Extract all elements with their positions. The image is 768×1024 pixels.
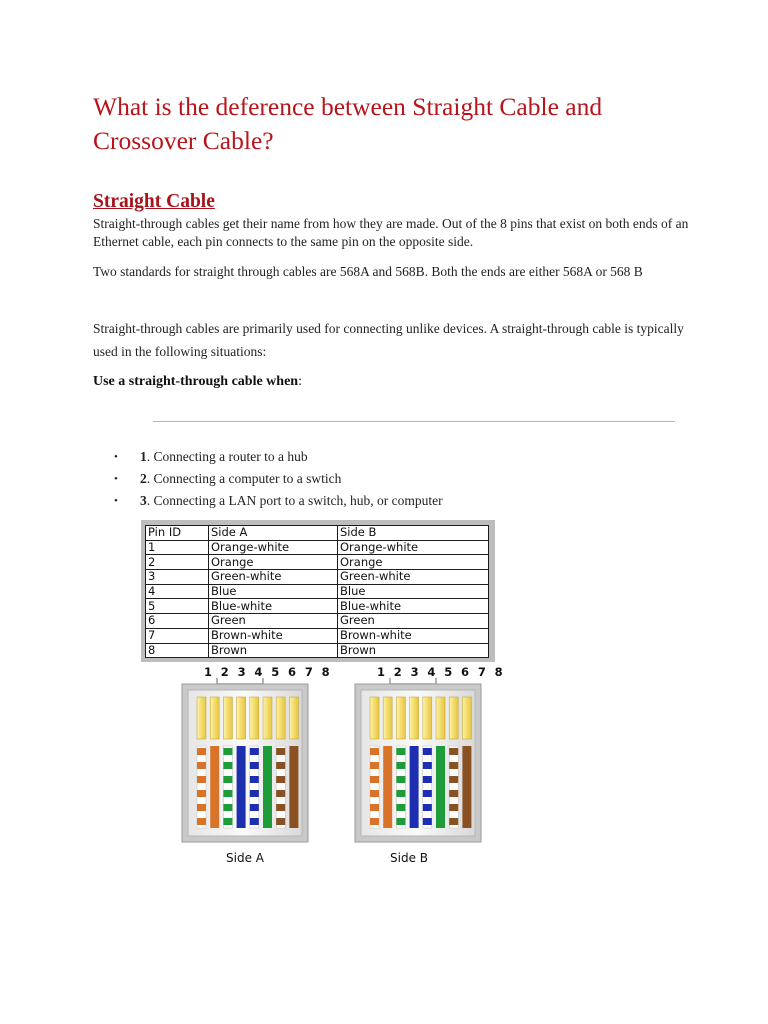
wire-brown-white bbox=[276, 746, 285, 828]
wire-stripe bbox=[423, 818, 432, 825]
wire-stripe bbox=[276, 776, 285, 783]
use-cases-heading-colon: : bbox=[298, 374, 302, 389]
wire-stripe bbox=[449, 790, 458, 797]
table-header-cell: Side A bbox=[209, 526, 338, 541]
wire-stripe bbox=[250, 762, 259, 769]
wire-brown-white bbox=[449, 746, 458, 828]
wire-green bbox=[263, 746, 272, 828]
pin-contact bbox=[370, 697, 379, 739]
table-cell: 5 bbox=[146, 599, 209, 614]
wire-stripe bbox=[250, 748, 259, 755]
wire-stripe bbox=[396, 776, 405, 783]
list-item-text: . Connecting a computer to a swtich bbox=[146, 471, 342, 486]
list-item-number: 1 bbox=[140, 449, 147, 464]
table-cell: 4 bbox=[146, 584, 209, 599]
side-b-label: Side B bbox=[390, 851, 428, 865]
wire-stripe bbox=[223, 790, 232, 797]
table-cell: Orange bbox=[209, 555, 338, 570]
table-cell: 1 bbox=[146, 540, 209, 555]
wire-stripe bbox=[250, 776, 259, 783]
table-cell: Brown bbox=[338, 643, 489, 658]
table-cell: Blue-white bbox=[338, 599, 489, 614]
wire-blue bbox=[410, 746, 419, 828]
wire-brown bbox=[462, 746, 471, 828]
table-row bbox=[146, 614, 489, 629]
table-cell: 8 bbox=[146, 643, 209, 658]
table-header-cell: Side B bbox=[338, 526, 489, 541]
wire-brown bbox=[289, 746, 298, 828]
wire-stripe bbox=[276, 818, 285, 825]
table-cell: Green bbox=[338, 614, 489, 629]
wire-stripe bbox=[223, 804, 232, 811]
section-heading-straight-cable: Straight Cable bbox=[93, 191, 215, 212]
table-row bbox=[146, 643, 489, 658]
table-cell: Brown-white bbox=[209, 628, 338, 643]
wire-stripe bbox=[396, 818, 405, 825]
pin-contact bbox=[449, 697, 458, 739]
side-a-label: Side A bbox=[226, 851, 264, 865]
pin-contact bbox=[396, 697, 405, 739]
table-cell: Orange bbox=[338, 555, 489, 570]
pin-contact bbox=[423, 697, 432, 739]
wire-stripe bbox=[276, 748, 285, 755]
table-cell: Orange-white bbox=[209, 540, 338, 555]
wire-stripe bbox=[396, 748, 405, 755]
wire-stripe bbox=[223, 748, 232, 755]
wire-green bbox=[436, 746, 445, 828]
paragraph-definition: Straight-through cables get their name from how they are made. Out of the 8 pins that exist on both ends of an Ethernet cable, each pin connects to the same pin on the opposite side. bbox=[93, 216, 689, 249]
pin-contact bbox=[383, 697, 392, 739]
wire-stripe bbox=[449, 762, 458, 769]
wire-stripe bbox=[396, 790, 405, 797]
wire-stripe bbox=[449, 804, 458, 811]
table-cell: Blue-white bbox=[209, 599, 338, 614]
wire-stripe bbox=[396, 762, 405, 769]
wire-stripe bbox=[370, 790, 379, 797]
wire-blue-white bbox=[423, 746, 432, 828]
wire-stripe bbox=[197, 748, 206, 755]
table-cell: Blue bbox=[209, 584, 338, 599]
table-cell: Brown bbox=[209, 643, 338, 658]
wire-stripe bbox=[197, 790, 206, 797]
wire-stripe bbox=[449, 776, 458, 783]
wire-stripe bbox=[223, 762, 232, 769]
table-row bbox=[146, 628, 489, 643]
pin-contact bbox=[197, 697, 206, 739]
wire-stripe bbox=[423, 776, 432, 783]
wire-stripe bbox=[250, 818, 259, 825]
connector-side-b bbox=[355, 665, 505, 865]
pin-contact bbox=[223, 697, 232, 739]
table-cell: 6 bbox=[146, 614, 209, 629]
wire-orange-white bbox=[370, 746, 379, 828]
wire-stripe bbox=[449, 748, 458, 755]
wire-stripe bbox=[223, 776, 232, 783]
pin-numbers-label: 1 2 3 4 5 6 7 8 bbox=[377, 665, 506, 679]
page-title: What is the deference between Straight Cable and Crossover Cable? bbox=[93, 92, 603, 155]
wire-stripe bbox=[423, 790, 432, 797]
pin-contact bbox=[210, 697, 219, 739]
table-cell: 2 bbox=[146, 555, 209, 570]
pin-contact bbox=[462, 697, 471, 739]
wire-stripe bbox=[396, 804, 405, 811]
list-item bbox=[0, 470, 443, 492]
wire-stripe bbox=[370, 776, 379, 783]
table-header-cell: Pin ID bbox=[146, 526, 209, 541]
pin-contact bbox=[289, 697, 298, 739]
wire-stripe bbox=[197, 818, 206, 825]
paragraph-standards: Two standards for straight through cables are 568A and 568B. Both the ends are either 568A or 568 B bbox=[93, 264, 643, 279]
wire-stripe bbox=[423, 804, 432, 811]
bullet-icon: • bbox=[114, 495, 118, 507]
table-cell: Blue bbox=[338, 584, 489, 599]
pin-contact bbox=[436, 697, 445, 739]
table-cell: Green-white bbox=[338, 570, 489, 585]
wire-stripe bbox=[449, 818, 458, 825]
table-cell: Orange-white bbox=[338, 540, 489, 555]
table-cell: 7 bbox=[146, 628, 209, 643]
wire-stripe bbox=[423, 748, 432, 755]
wire-stripe bbox=[197, 804, 206, 811]
list-item-text: . Connecting a router to a hub bbox=[146, 449, 308, 464]
table-row bbox=[146, 570, 489, 585]
wire-stripe bbox=[276, 804, 285, 811]
use-cases-heading-text: Use a straight-through cable when bbox=[93, 374, 299, 389]
wire-stripe bbox=[197, 762, 206, 769]
table-cell: Green bbox=[209, 614, 338, 629]
table-row bbox=[146, 555, 489, 570]
wire-stripe bbox=[250, 790, 259, 797]
pin-contact bbox=[250, 697, 259, 739]
pin-numbers-label: 1 2 3 4 5 6 7 8 bbox=[204, 665, 333, 679]
table-cell: Brown-white bbox=[338, 628, 489, 643]
wire-stripe bbox=[370, 748, 379, 755]
pin-contact bbox=[276, 697, 285, 739]
connector-side-a bbox=[182, 665, 332, 865]
table-row bbox=[146, 540, 489, 555]
table-row bbox=[146, 599, 489, 614]
list-item-number: 3 bbox=[140, 493, 147, 508]
bullet-icon: • bbox=[114, 473, 118, 485]
wire-stripe bbox=[276, 762, 285, 769]
bullet-icon: • bbox=[114, 451, 118, 463]
wire-stripe bbox=[423, 762, 432, 769]
table-cell: 3 bbox=[146, 570, 209, 585]
list-item-text: . Connecting a LAN port to a switch, hub, or computer bbox=[146, 493, 443, 508]
pin-contact bbox=[410, 697, 419, 739]
wire-blue bbox=[237, 746, 246, 828]
wire-stripe bbox=[370, 804, 379, 811]
wire-orange bbox=[210, 746, 219, 828]
use-cases-list bbox=[0, 448, 443, 514]
table-cell: Green-white bbox=[209, 570, 338, 585]
paragraph-usage: Straight-through cables are primarily used for connecting unlike devices. A straight-through cable is typically used in the following situations: bbox=[93, 321, 684, 359]
wire-orange-white bbox=[197, 746, 206, 828]
wire-stripe bbox=[370, 762, 379, 769]
list-item-number: 2 bbox=[140, 471, 147, 486]
rj45-connector-diagram bbox=[180, 664, 506, 869]
wire-stripe bbox=[223, 818, 232, 825]
table-row bbox=[146, 584, 489, 599]
table-header-row bbox=[146, 526, 489, 541]
wire-green-white bbox=[396, 746, 405, 828]
wire-blue-white bbox=[250, 746, 259, 828]
horizontal-divider bbox=[153, 421, 675, 422]
wire-stripe bbox=[276, 790, 285, 797]
pin-contact bbox=[263, 697, 272, 739]
pin-contact bbox=[237, 697, 246, 739]
list-item bbox=[0, 492, 443, 514]
wire-stripe bbox=[370, 818, 379, 825]
use-cases-heading bbox=[93, 374, 302, 390]
pin-table bbox=[145, 525, 489, 658]
wire-stripe bbox=[197, 776, 206, 783]
list-item bbox=[0, 448, 443, 470]
wire-orange bbox=[383, 746, 392, 828]
wire-stripe bbox=[250, 804, 259, 811]
wire-green-white bbox=[223, 746, 232, 828]
